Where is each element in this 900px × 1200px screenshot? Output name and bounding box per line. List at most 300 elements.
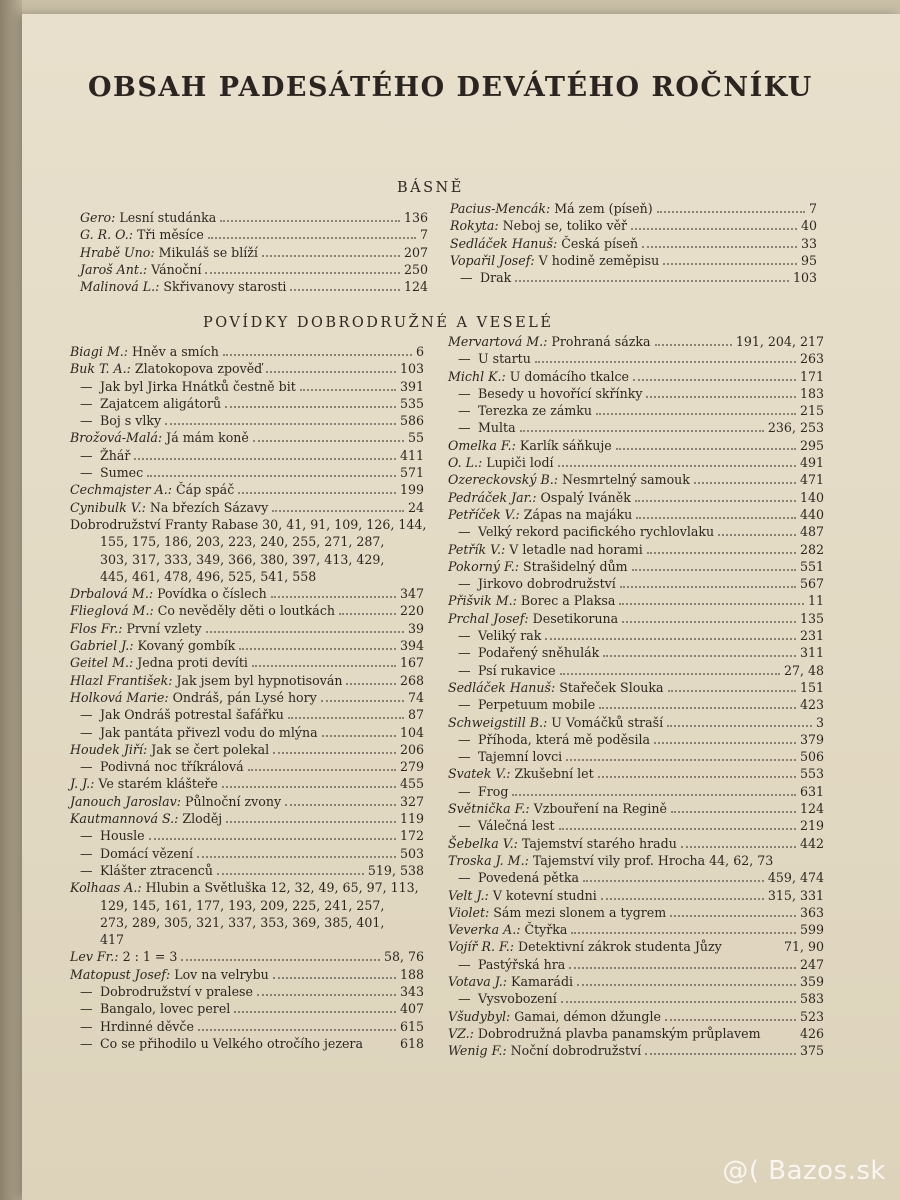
leader-dots (620, 577, 796, 588)
entry-page-number: 220 (399, 603, 424, 619)
continuation-dash: — (80, 447, 93, 463)
entry-author: Sedláček Hanuš: (448, 679, 556, 695)
entry-title: Vánoční (151, 261, 202, 277)
entry-title: Domácí vězení (100, 845, 194, 861)
toc-entry (448, 489, 824, 506)
leader-dots (520, 421, 764, 432)
entry-title: Boj s vlky (100, 413, 162, 429)
stories-left-column (70, 343, 427, 1052)
leader-dots (631, 219, 797, 230)
leader-dots (181, 950, 380, 961)
entry-author: Troska J. M.: (448, 852, 529, 868)
leader-dots (633, 370, 796, 381)
entry-title: Co se přihodilo u Velkého otročího jezera (100, 1035, 363, 1051)
entry-page-number: 103 (792, 270, 817, 286)
toc-entry (70, 810, 424, 827)
entry-title: Veliký rak (478, 628, 542, 644)
entry-title: Zápas na majáku (523, 506, 633, 522)
entry-author: Biagi M.: (70, 344, 129, 359)
toc-entry (70, 360, 424, 377)
toc-entry (448, 731, 824, 748)
entry-page-number: 506 (799, 749, 824, 765)
toc-entry (80, 278, 428, 295)
entry-author: Velt J.: (448, 887, 489, 903)
entry-title: Jak Ondráš potrestal šafářku (100, 707, 284, 723)
toc-entry (448, 437, 824, 454)
toc-entry (70, 966, 424, 983)
continuation-dash: — (458, 956, 471, 972)
entry-page-number: 40 (800, 218, 817, 234)
entry-title: Hlubin a Světluška 12, 32, 49, 65, 97, 113, (145, 880, 419, 896)
entry-title: Besedy u hovořící skřínky (478, 385, 643, 401)
leader-dots (208, 228, 416, 239)
entry-title: U domácího tkalce (509, 368, 630, 384)
toc-entry (70, 1000, 424, 1017)
continuation-dash: — (458, 749, 471, 765)
entry-title: Jak jsem byl hypnotisován (176, 672, 343, 688)
entry-page-number: 442 (799, 835, 824, 851)
toc-entry (448, 541, 824, 558)
entry-page-number: 215 (799, 403, 824, 419)
entry-page-number: 567 (799, 576, 824, 592)
entry-author: Pokorný F.: (448, 558, 520, 574)
toc-entry (448, 1025, 824, 1042)
entry-title: 445, 461, 478, 496, 525, 541, 558 (100, 568, 317, 584)
toc-entry (448, 1008, 824, 1025)
leader-dots (285, 795, 396, 806)
leader-dots (583, 871, 764, 882)
toc-entry (70, 827, 424, 844)
entry-author: VZ.: (448, 1025, 474, 1041)
toc-entry (70, 429, 424, 446)
entry-author: Pedráček Jar.: (448, 489, 537, 505)
entry-title: U startu (478, 351, 531, 367)
toc-entry (448, 765, 824, 782)
continuation-dash: — (458, 524, 471, 540)
entry-author: Violet: (448, 904, 490, 920)
entry-title: Podivná noc tříkrálová (100, 759, 244, 775)
entry-author: Holková Marie: (70, 689, 169, 705)
entry-title: Podařený sněhulák (478, 645, 600, 661)
leader-dots (165, 414, 396, 425)
entry-page-number: 631 (799, 783, 824, 799)
toc-entry (448, 506, 824, 523)
entry-page-number: 491 (799, 455, 824, 471)
entry-page-number: 423 (799, 697, 824, 713)
toc-entry (70, 637, 424, 654)
toc-entry (448, 368, 824, 385)
toc-entry (448, 938, 824, 955)
entry-page-number: 104 (399, 724, 424, 740)
leader-dots (642, 237, 797, 248)
entry-title: Ve starém klášteře (98, 776, 218, 792)
entry-author: Votava J.: (448, 973, 508, 989)
section-heading-stories: POVÍDKY DOBRODRUŽNÉ A VESELÉ (203, 315, 554, 331)
entry-title: V kotevní studni (492, 887, 597, 903)
toc-entry (70, 845, 424, 862)
entry-title: Česká píseň (561, 235, 639, 251)
toc-entry (448, 454, 824, 471)
entry-title: Tajemství starého hradu (521, 835, 677, 851)
continuation-dash: — (458, 783, 471, 799)
entry-author: Rokyta: (450, 218, 499, 234)
entry-author: Svatek V.: (448, 766, 511, 782)
toc-entry (80, 226, 428, 243)
entry-author: Wenig F.: (448, 1043, 507, 1059)
entry-page-number: 55 (407, 430, 424, 446)
entry-author: Omelka F.: (448, 437, 516, 453)
entry-title: Bangalo, lovec perel (100, 1001, 231, 1017)
leader-dots (226, 812, 396, 823)
toc-entry (448, 869, 824, 886)
leader-dots (559, 819, 796, 830)
entry-title: Příhoda, která mě poděsila (478, 731, 651, 747)
toc-entry (448, 696, 824, 713)
leader-dots (560, 664, 780, 675)
entry-author: Šebelka V.: (448, 835, 518, 851)
entry-title: Jak se čert polekal (151, 741, 270, 757)
entry-author: Cynibulk V.: (70, 499, 146, 515)
entry-title: Zlatokopova zpověď (134, 361, 263, 377)
entry-page-number: 135 (799, 610, 824, 626)
entry-title: Perpetuum mobile (478, 697, 596, 713)
entry-title: Tajemní lovci (478, 749, 563, 765)
leader-dots (599, 698, 796, 709)
entry-author: Hrabě Uno: (80, 244, 155, 260)
entry-page-number: 327 (399, 793, 424, 809)
toc-entry (80, 209, 428, 226)
entry-title: Půlnoční zvony (185, 793, 282, 809)
leader-dots (681, 837, 796, 848)
continuation-dash: — (80, 862, 93, 878)
entry-page-number: 188 (399, 966, 424, 982)
entry-page-number: 343 (399, 983, 424, 999)
entry-page-number: 140 (799, 489, 824, 505)
toc-entry (70, 758, 424, 775)
entry-title: Kamarádi (511, 973, 574, 989)
continuation-dash: — (80, 378, 93, 394)
leader-dots (561, 992, 796, 1003)
entry-title: Pastýřská hra (478, 956, 566, 972)
entry-title: 273, 289, 305, 321, 337, 353, 369, 385, 401, (100, 914, 385, 930)
entry-author: Michl K.: (448, 368, 506, 384)
stories-right-column (448, 333, 824, 1059)
entry-page-number: 282 (799, 541, 824, 557)
entry-page-number: 599 (799, 922, 824, 938)
entry-author: Jaroš Ant.: (80, 261, 148, 277)
toc-entry (80, 261, 428, 278)
entry-title: 303, 317, 333, 349, 366, 380, 397, 413, 429, (100, 551, 385, 567)
entry-page-number: 95 (800, 252, 817, 268)
leader-dots (663, 254, 797, 265)
toc-entry (70, 879, 424, 896)
entry-page-number: 27, 48 (783, 662, 824, 678)
continuation-dash: — (80, 1018, 93, 1034)
toc-entry (70, 724, 424, 741)
entry-page-number: 311 (799, 645, 824, 661)
leader-dots (654, 733, 796, 744)
entry-title: Na březích Sázavy (149, 499, 269, 515)
toc-entry (448, 592, 824, 609)
toc-entry (448, 956, 824, 973)
toc-entry (70, 585, 424, 602)
entry-title: Já mám koně (166, 430, 249, 446)
entry-page-number: 411 (399, 447, 424, 463)
entry-title: Válečná lest (478, 818, 555, 834)
entry-author: Gero: (80, 210, 116, 225)
leader-dots (300, 380, 396, 391)
entry-author: Houdek Jiří: (70, 741, 148, 757)
entry-title: Dobrodružná plavba panamským průplavem (477, 1025, 761, 1041)
leader-dots (558, 456, 796, 467)
entry-author: Brožová-Malá: (70, 430, 163, 446)
toc-entry (448, 748, 824, 765)
toc-entry (70, 464, 424, 481)
entry-title: Dobrodružství v pralese (100, 983, 253, 999)
continuation-dash: — (460, 270, 473, 286)
toc-entry (448, 973, 824, 990)
entry-author: Kolhaas A.: (70, 880, 142, 896)
book-spine-edge (0, 0, 22, 1200)
entry-title: Povedená pětka (478, 870, 579, 886)
toc-entry (70, 516, 427, 533)
entry-page-number: 379 (799, 731, 824, 747)
entry-author: Světnička F.: (448, 801, 530, 817)
toc-entry (450, 217, 817, 234)
entry-page-number: 219 (799, 818, 824, 834)
entry-page-number: 618 (399, 1035, 424, 1051)
toc-entry (70, 775, 424, 792)
poems-right-column (450, 200, 817, 286)
entry-author: Přišvik M.: (448, 593, 517, 609)
leader-dots (635, 491, 796, 502)
entry-author: Lev Fr.: (70, 949, 119, 965)
leader-dots (206, 622, 404, 633)
leader-dots (339, 604, 396, 615)
entry-page-number: 553 (799, 766, 824, 782)
entry-page-number: 295 (799, 437, 824, 453)
entry-title: Hrdinné děvče (100, 1018, 194, 1034)
entry-title: Prohraná sázka (551, 334, 651, 349)
entry-title: Frog (478, 783, 509, 799)
entry-author: Petříček V.: (448, 506, 520, 522)
entry-page-number: 6 (415, 344, 424, 359)
toc-entry (448, 333, 824, 350)
toc-entry (70, 672, 424, 689)
toc-entry (448, 350, 824, 367)
leader-dots (346, 674, 395, 685)
toc-entry (70, 897, 424, 914)
entry-page-number: 571 (399, 465, 424, 481)
entry-page-number: 586 (399, 413, 424, 429)
entry-title: Ondráš, pán Lysé hory (172, 689, 317, 705)
continuation-dash: — (458, 991, 471, 1007)
leader-dots (134, 449, 396, 460)
entry-author: Všudybyl: (448, 1008, 511, 1024)
leader-dots (545, 629, 796, 640)
entry-author: Veverka A.: (448, 922, 521, 938)
entry-author: G. R. O.: (80, 227, 133, 243)
entry-page-number: 39 (407, 620, 424, 636)
entry-title: Žhář (100, 447, 131, 463)
poems-left-column (80, 209, 428, 295)
entry-page-number: 171 (799, 368, 824, 384)
toc-entry (448, 817, 824, 834)
entry-title: První vzlety (126, 620, 202, 636)
entry-title: Nesmrtelný samouk (561, 472, 690, 488)
toc-entry (448, 714, 824, 731)
leader-dots (321, 691, 404, 702)
leader-dots (603, 646, 796, 657)
entry-title: Kovaný gombík (137, 638, 236, 654)
continuation-dash: — (80, 845, 93, 861)
entry-page-number: 183 (799, 385, 824, 401)
toc-entry (448, 385, 824, 402)
entry-title: Ospalý Iváněk (540, 489, 631, 505)
entry-title: Borec a Plaksa (520, 593, 616, 609)
continuation-dash: — (458, 870, 471, 886)
toc-entry (70, 412, 424, 429)
entry-author: Petřík V.: (448, 541, 506, 557)
toc-entry (448, 800, 824, 817)
toc-entry (448, 783, 824, 800)
continuation-dash: — (458, 662, 471, 678)
toc-entry (448, 904, 824, 921)
toc-entry (70, 499, 424, 516)
toc-entry (448, 990, 824, 1007)
entry-title: Noční dobrodružství (510, 1043, 642, 1059)
entry-title: Velký rekord pacifického rychlovlaku (478, 524, 715, 540)
entry-page-number: 247 (799, 956, 824, 972)
toc-entry (448, 679, 824, 696)
leader-dots (266, 362, 396, 373)
toc-entry (448, 644, 824, 661)
entry-title: Lov na velrybu (174, 966, 269, 982)
leader-dots (252, 656, 396, 667)
continuation-dash: — (458, 645, 471, 661)
continuation-dash: — (458, 731, 471, 747)
entry-page-number: 263 (799, 351, 824, 367)
leader-dots (223, 345, 412, 356)
entry-title: Má zem (píseň) (554, 201, 653, 216)
entry-author: Prchal Josef: (448, 610, 529, 626)
entry-page-number: 471 (799, 472, 824, 488)
entry-page-number: 167 (399, 655, 424, 671)
toc-entry (448, 575, 824, 592)
entry-author: Ozereckovský B.: (448, 472, 558, 488)
leader-dots (272, 501, 404, 512)
entry-title: Čtyřka (524, 922, 568, 938)
entry-author: O. L.: (448, 455, 483, 471)
continuation-dash: — (80, 828, 93, 844)
leader-dots (566, 750, 796, 761)
toc-entry (70, 1035, 424, 1052)
entry-page-number: 519, 538 (367, 862, 424, 878)
entry-page-number: 535 (399, 395, 424, 411)
entry-title: Strašidelný dům (523, 558, 628, 574)
leader-dots (571, 923, 796, 934)
entry-title: Jedna proti devíti (137, 655, 248, 671)
entry-page-number: 231 (799, 628, 824, 644)
entry-title: Psí rukavice (478, 662, 556, 678)
leader-dots (718, 525, 796, 536)
toc-entry (70, 343, 424, 360)
continuation-dash: — (80, 465, 93, 481)
toc-entry (448, 662, 824, 679)
leader-dots (632, 560, 796, 571)
entry-title: Klášter ztracenců (100, 862, 213, 878)
entry-page-number: 250 (403, 261, 428, 277)
entry-page-number: 151 (799, 679, 824, 695)
entry-title: Zajatcem aligátorů (100, 395, 222, 411)
entry-title: Povídka o číslech (157, 586, 267, 602)
toc-entry (70, 395, 424, 412)
entry-title: Zloděj (182, 811, 223, 827)
entry-title: Neboj se, toliko věř (502, 218, 628, 234)
entry-page-number: 615 (399, 1018, 424, 1034)
entry-page-number: 7 (419, 227, 428, 243)
entry-title: Sám mezi slonem a tygrem (493, 904, 667, 920)
leader-dots (596, 404, 796, 415)
entry-title: Desetikoruna (532, 610, 619, 626)
entry-title: 129, 145, 161, 177, 193, 209, 225, 241, 257, (100, 897, 385, 913)
entry-title: Vysvobození (478, 991, 557, 1007)
toc-entry (448, 402, 824, 419)
entry-author: Vojíř R. F.: (448, 939, 514, 955)
entry-author: Kautmannová S.: (70, 811, 179, 827)
entry-author: Cechmajster A.: (70, 482, 172, 498)
entry-title: Zkušební let (514, 766, 594, 782)
entry-author: Buk T. A.: (70, 361, 131, 377)
entry-page-number: 124 (403, 279, 428, 295)
toc-entry (450, 200, 817, 217)
toc-entry (450, 269, 817, 286)
leader-dots (636, 508, 796, 519)
leader-dots (197, 847, 396, 858)
entry-page-number: 551 (799, 558, 824, 574)
entry-page-number: 7 (808, 201, 817, 216)
toc-entry (448, 1042, 824, 1059)
entry-author: Schweigstill B.: (448, 714, 548, 730)
leader-dots (601, 889, 764, 900)
entry-author: Pacius-Mencák: (450, 201, 551, 216)
entry-page-number: 583 (799, 991, 824, 1007)
toc-entry (70, 602, 424, 619)
leader-dots (288, 708, 404, 719)
continuation-dash: — (80, 1001, 93, 1017)
leader-dots (222, 777, 396, 788)
entry-author: Mervartová M.: (448, 334, 548, 349)
leader-dots (271, 587, 396, 598)
entry-title: Čáp spáč (175, 482, 235, 498)
leader-dots (619, 594, 804, 605)
entry-page-number: 199 (399, 482, 424, 498)
leader-dots (647, 543, 796, 554)
continuation-dash: — (80, 983, 93, 999)
toc-entry (70, 931, 424, 948)
continuation-dash: — (80, 1035, 93, 1051)
continuation-dash: — (458, 576, 471, 592)
toc-entry (70, 689, 424, 706)
entry-page-number: 236, 253 (767, 420, 824, 436)
entry-page-number: 455 (399, 776, 424, 792)
entry-author: Sedláček Hanuš: (450, 235, 558, 251)
entry-title: Lesní studánka (119, 210, 217, 225)
entry-title: 155, 175, 186, 203, 223, 240, 255, 271, 287, (100, 534, 385, 550)
entry-author: Gabriel J.: (70, 638, 134, 654)
leader-dots (646, 387, 796, 398)
leader-dots (149, 829, 396, 840)
